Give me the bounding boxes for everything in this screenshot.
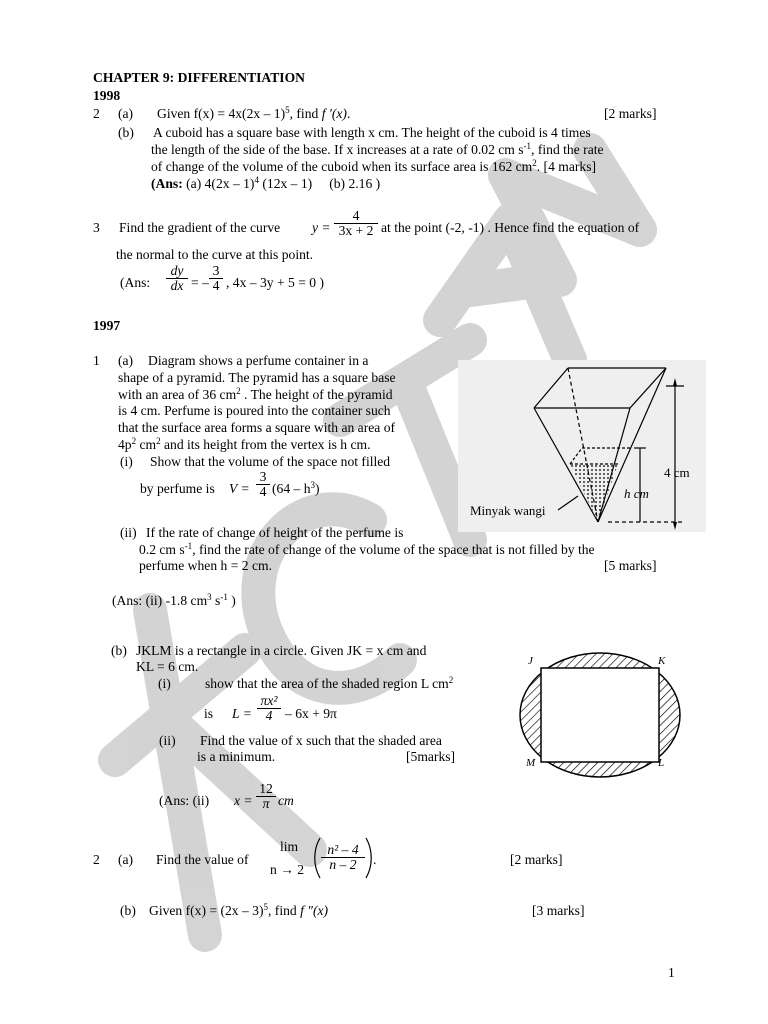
subpart-label: (i) xyxy=(158,676,171,691)
equals-minus: = – xyxy=(191,275,209,290)
equation-x: x = xyxy=(234,793,253,808)
question-1b-line: KL = 6 cm. xyxy=(136,659,199,674)
subpart-label: (ii) xyxy=(159,733,176,748)
fraction-12-over-pi: $\frac{12}{\pi}$ xyxy=(256,782,276,811)
question-2b-text: Given f(x) = (2x – 3)$^5$, find f ″(x) xyxy=(149,902,329,918)
part-label: (a) xyxy=(118,852,134,867)
unit-cm: cm xyxy=(278,793,294,808)
diagram-label-4cm: 4 cm xyxy=(664,465,690,480)
volume-expression: $(64 - h^3)$ xyxy=(272,480,320,496)
period: . xyxy=(373,852,377,867)
question-1a-line: shape of a pyramid. The pyramid has a square base xyxy=(118,370,396,385)
question-3-text: at the point (-2, -1) . Hence find the equation of xyxy=(381,220,640,235)
diagram-label-h: h cm xyxy=(624,486,649,501)
question-1b-line: JKLM is a rectangle in a circle. Given JK = x cm and xyxy=(136,643,427,658)
answer-label: (Ans: xyxy=(120,275,151,290)
question-1a-line: $4p^2$ $cm^2$ and its height from the vertex is h cm. xyxy=(118,436,371,452)
question-1bii-text: Find the value of x such that the shaded area xyxy=(200,733,442,748)
answer-line: (Ans: (ii) -1.8 $cm^3$ $s^{-1}$ ) xyxy=(112,592,236,608)
marks: [3 marks] xyxy=(532,903,585,918)
equation-v: V = xyxy=(229,481,250,496)
fraction-3-over-4: $\frac{3}{4}$ xyxy=(209,264,223,293)
question-number: 2 xyxy=(93,852,100,867)
circle-rectangle-diagram xyxy=(508,648,688,778)
vertex-label-l: L xyxy=(658,757,665,769)
area-expression: – 6x + 9π xyxy=(285,706,337,721)
fraction-3-over-4: $\frac{3}{4}$ xyxy=(256,470,270,499)
question-1a-line: with an area of 36 $cm^2$ . The height of the pyramid xyxy=(118,386,393,402)
part-label: (a) xyxy=(118,353,134,368)
answer-label: (Ans: (ii) xyxy=(159,793,210,808)
question-1ai-text: by perfume is xyxy=(140,481,215,496)
fraction-dy-dx: $\frac{dy}{dx}$ xyxy=(166,264,188,293)
question-1bii-text: is a minimum. xyxy=(197,749,276,764)
question-2b-line: the length of the side of the base. If x increases at a rate of 0.02 cm $s^{-1}$, find the rate xyxy=(151,141,604,157)
equation-L: L = xyxy=(232,706,252,721)
fraction-pix2-over-4: $\frac{\text{πx²}}{4}$ xyxy=(257,694,281,723)
part-label: (b) xyxy=(120,903,136,918)
year-heading-1998: 1998 xyxy=(93,88,121,103)
question-1ai-text: Show that the volume of the space not filled xyxy=(150,454,391,469)
question-2a-text: Find the value of xyxy=(156,852,249,867)
fraction-limit: $\frac{\text{n² – 4}}{n - 2}$ xyxy=(321,843,365,872)
pyramid-perfume-diagram xyxy=(458,360,706,532)
question-2b-line: A cuboid has a square base with length x cm. The height of the cuboid is 4 times xyxy=(153,125,591,140)
watermark-letter-a xyxy=(440,220,570,360)
question-number: 2 xyxy=(93,106,100,121)
question-3-line: the normal to the curve at this point. xyxy=(116,247,314,262)
is-word: is xyxy=(204,706,214,721)
question-1aii-line: perfume when h = 2 cm. xyxy=(139,558,272,573)
question-2b-line: of change of the volume of the cuboid when its surface area is 162 $cm^2$. [4 marks] xyxy=(151,158,597,174)
chapter-heading: CHAPTER 9: DIFFERENTIATION xyxy=(93,70,305,85)
year-heading-1997: 1997 xyxy=(93,318,121,333)
question-number: 3 xyxy=(93,220,100,235)
answer-line: (Ans: (a) 4(2x – 1)$^4$ (12x – 1) (b) 2.16 ) xyxy=(151,175,381,191)
marks: [2 marks] xyxy=(604,106,657,121)
question-1aii-line: If the rate of change of height of the perfume is xyxy=(146,525,404,540)
vertex-label-j: J xyxy=(528,655,533,667)
question-number: 1 xyxy=(93,353,100,368)
question-1a-line: that the surface area forms a square with an area of xyxy=(118,420,396,435)
question-3-text: Find the gradient of the curve xyxy=(119,220,281,235)
marks: [5marks] xyxy=(406,749,456,764)
question-1bi-text: show that the area of the shaded region L $cm^2$ xyxy=(205,675,454,691)
marks: [5 marks] xyxy=(604,558,657,573)
equation-y: y = xyxy=(312,220,331,235)
question-1a-line: Diagram shows a perfume container in a xyxy=(148,353,369,368)
part-label: (b) xyxy=(118,125,134,140)
vertex-label-k: K xyxy=(658,655,666,667)
subpart-label: (i) xyxy=(120,454,133,469)
answer-rest: , 4x – 3y + 5 = 0 ) xyxy=(226,275,325,290)
diagram-label-perfume: Minyak wangi xyxy=(470,503,546,518)
page-number: 1 xyxy=(668,965,675,980)
question-1aii-line: 0.2 cm $s^{-1}$, find the rate of change of the volume of the space that is not filled by the xyxy=(139,541,595,557)
marks: [2 marks] xyxy=(510,852,563,867)
question-1a-line: is 4 cm. Perfume is poured into the container such xyxy=(118,403,391,418)
part-label: (a) xyxy=(118,106,134,121)
subpart-label: (ii) xyxy=(120,525,137,540)
fraction-4-over-3x2: $\frac{4}{3x + 2}$ xyxy=(334,209,378,238)
part-label: (b) xyxy=(111,643,127,658)
question-2a-text: Given f(x) = 4x(2x – 1)$^5$, find f ′(x). xyxy=(157,105,351,121)
vertex-label-m: M xyxy=(526,757,536,769)
limit-word: lim xyxy=(280,839,299,854)
limit-subscript: n → 2 xyxy=(270,862,304,877)
